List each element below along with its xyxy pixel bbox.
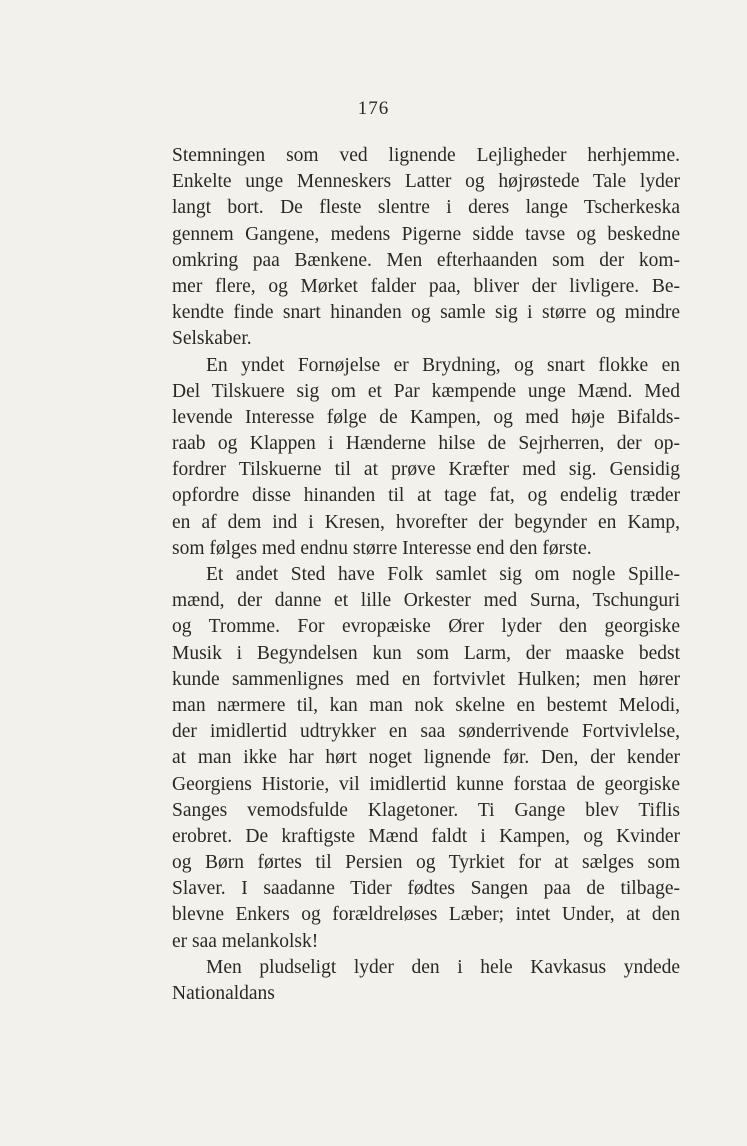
text-line: Stemningen som ved lignende Lejligheder herhjemme. bbox=[172, 145, 680, 166]
text-line: som følges med endnu større Interesse end den første. bbox=[172, 537, 592, 559]
text-line: og Tromme. For evropæiske Ører lyder den georgiske bbox=[172, 616, 680, 638]
text-line: og Børn førtes til Persien og Tyrkiet for at sælges som bbox=[172, 852, 680, 874]
text-line: fordrer Tilskuerne til at prøve Kræfter med sig. Gensidig bbox=[172, 459, 680, 481]
text-line: Sanges vemodsfulde Klagetoner. Ti Gange blev Tiflis bbox=[172, 799, 680, 821]
text-line: Selskaber. bbox=[172, 328, 252, 350]
text-line: Georgiens Historie, vil imidlertid kunne forstaa de georgiske bbox=[172, 773, 680, 795]
text-line: Et andet Sted have Folk samlet sig om nogle Spille- bbox=[206, 564, 680, 585]
text-line: er saa melankolsk! bbox=[172, 930, 319, 952]
text-line: Del Tilskuere sig om et Par kæmpende unge Mænd. Med bbox=[172, 380, 680, 402]
text-line: langt bort. De fleste slentre i deres lange Tscherkeska bbox=[172, 197, 680, 219]
text-line: Slaver. I saadanne Tider fødtes Sangen paa de tilbage- bbox=[172, 878, 680, 900]
text-line: man nærmere til, kan man nok skelne en bestemt Melodi, bbox=[172, 694, 680, 716]
text-line: En yndet Fornøjelse er Brydning, og snart flokke en bbox=[206, 354, 680, 376]
text-line: kendte finde snart hinanden og samle sig i større og mindre bbox=[172, 302, 680, 324]
text-line: Men pludseligt lyder den i hele Kavkasus yndede bbox=[206, 956, 680, 978]
text-line: kunde sammenlignes med en fortvivlet Hulken; men hører bbox=[172, 668, 680, 690]
text-line: Musik i Begyndelsen kun som Larm, der maaske bedst bbox=[172, 642, 680, 664]
text-line: Nationaldans bbox=[172, 983, 275, 1004]
text-line: erobret. De kraftigste Mænd faldt i Kampen, og Kvinder bbox=[172, 825, 680, 847]
text-line: blevne Enkers og forældreløses Læber; intet Under, at den bbox=[172, 904, 680, 926]
text-line: at man ikke har hørt noget lignende før. Den, der kender bbox=[172, 747, 680, 769]
text-line: omkring paa Bænkene. Men efterhaanden som der kom- bbox=[172, 249, 680, 271]
text-line: der imidlertid udtrykker en saa sønderrivende Fortvivlelse, bbox=[172, 721, 680, 743]
text-line: mænd, der danne et lille Orkester med Surna, Tschunguri bbox=[172, 590, 680, 612]
page-number: 176 bbox=[357, 98, 390, 119]
text-line: gennem Gangene, medens Pigerne sidde tavse og beskedne bbox=[172, 223, 680, 245]
text-line: raab og Klappen i Hænderne hilse de Sejrherren, der op- bbox=[172, 433, 680, 455]
text-line: opfordre disse hinanden til at tage fat, og endelig træder bbox=[172, 485, 680, 507]
text-line: Enkelte unge Menneskers Latter og højrøstede Tale lyder bbox=[172, 171, 680, 193]
text-line: mer flere, og Mørket falder paa, bliver der livligere. Be- bbox=[172, 275, 680, 297]
body-text bbox=[172, 143, 680, 1007]
text-line: levende Interesse følge de Kampen, og med høje Bifalds- bbox=[172, 406, 680, 428]
text-line: en af dem ind i Kresen, hvorefter der begynder en Kamp, bbox=[172, 511, 680, 533]
